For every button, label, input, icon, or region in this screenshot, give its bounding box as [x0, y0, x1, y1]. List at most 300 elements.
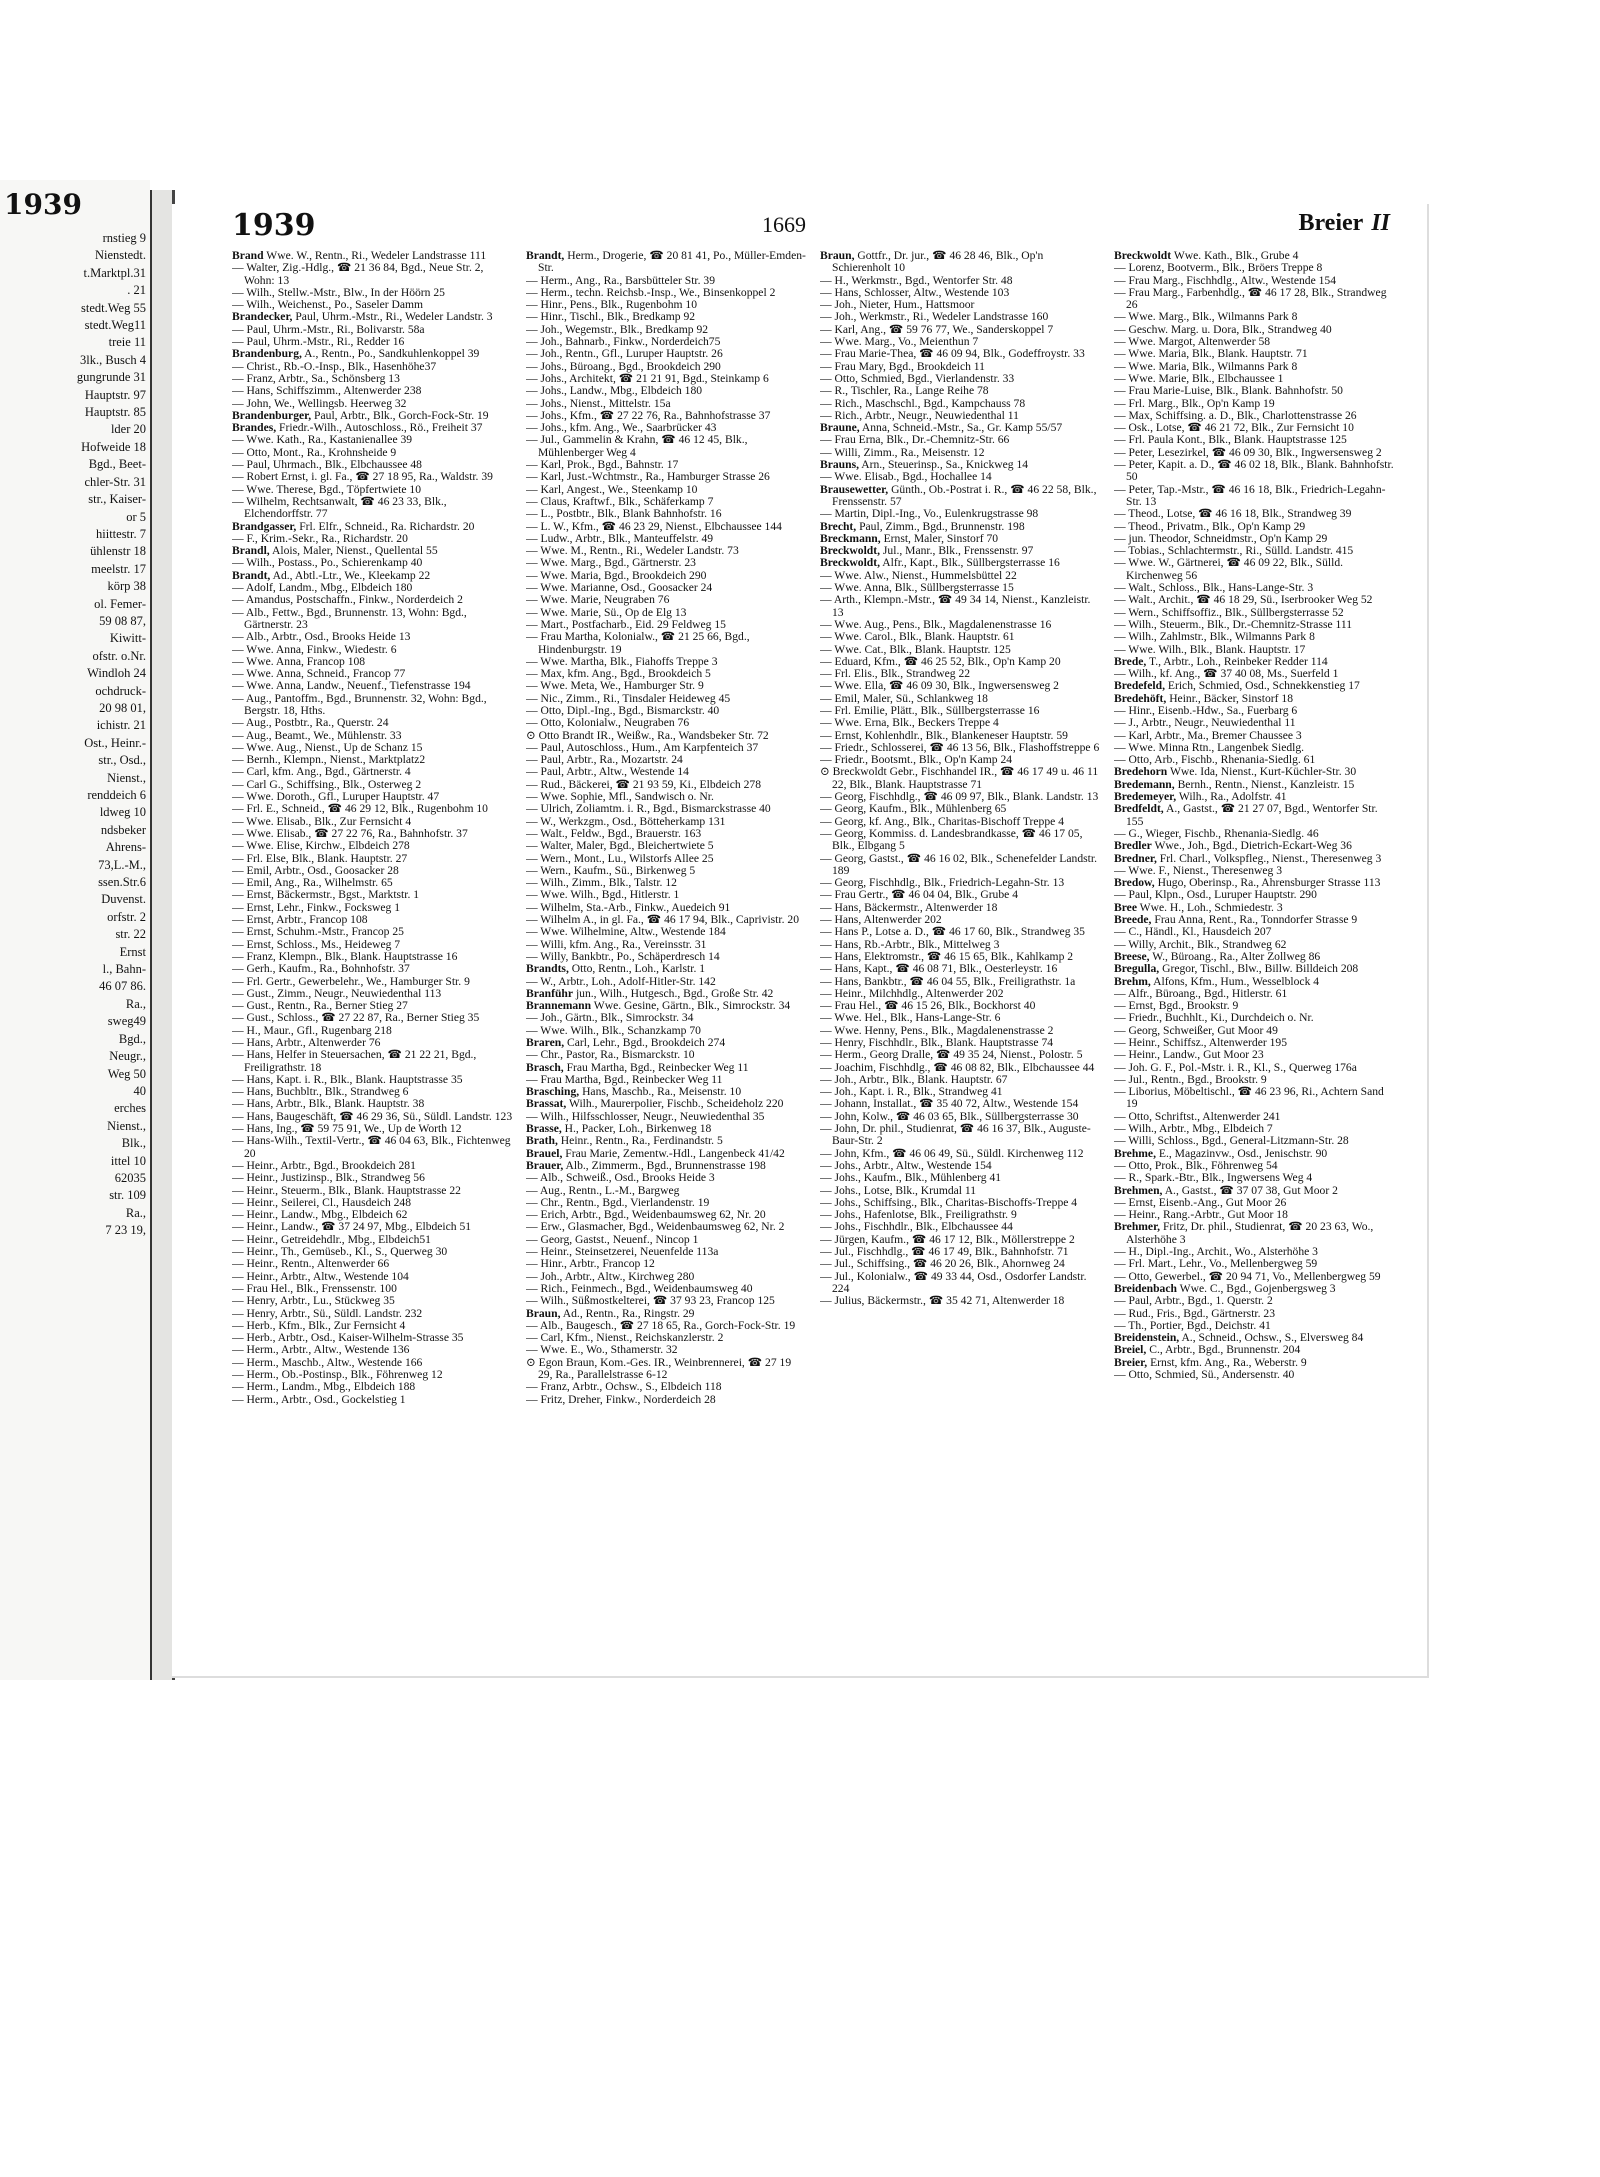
entry-surname: Braun,: [820, 250, 855, 262]
entry-details: — Jul., Gammelin & Krahn, ☎ 46 12 45, Blk., Mühlenberger Weg 4: [526, 433, 748, 459]
entry-surname: Brandecker,: [232, 310, 293, 324]
entry-surname: Bredehorn: [1114, 765, 1168, 779]
entry-details: Wwe., Joh., Bgd., Dietrich-Eckart-Weg 36: [1154, 839, 1352, 853]
entry-surname: Braren,: [526, 1036, 565, 1049]
entry-details: — Joh., Gärtn., Blk., Simrockstr. 34: [526, 1011, 694, 1025]
entry-details: — Herm., Maschb., Altw., Westende 166: [232, 1355, 423, 1369]
left-fragment-line: Kiwitt-: [109, 631, 146, 646]
left-fragment-line: Bgd., Beet-: [88, 457, 146, 472]
entry-details: — Paul, Uhrm.-Mstr., Ri., Bolivarstr. 58a: [232, 322, 425, 336]
left-fragment-line: orfstr. 2: [107, 909, 146, 924]
entry-details: — Wwe. Alw., Nienst., Hummelsbüttel 22: [820, 568, 1017, 582]
left-fragment-line: Hofweide 18: [81, 439, 146, 454]
entry-details: — Georg, kf. Ang., Blk., Charitas-Bischoff Treppe 4: [820, 814, 1064, 828]
entry-details: — Georg, Kommiss. d. Landesbrandkasse, ☎ 46 17 05, Blk., Elbgang 5: [820, 826, 1083, 853]
entry-details: — Robert Ernst, i. gl. Fa., ☎ 27 18 95, Ra., Waldstr. 39: [232, 470, 493, 484]
directory-entry: [820, 484, 1102, 509]
entry-details: — Friedr., Buchhlt., Ki., Durchdeich o. Nr.: [1114, 1011, 1314, 1025]
entry-details: — Wwe. M., Rentn., Ri., Wedeler Landstr. 73: [526, 544, 739, 558]
entry-details: — Aug., Rentn., L.-M., Bargweg: [526, 1183, 680, 1197]
entry-details: — Otto, Dipl.-Ing., Bgd., Bismarckstr. 40: [526, 703, 720, 717]
entry-details: — Ernst, Lehr., Finkw., Focksweg 1: [232, 900, 400, 914]
entry-details: — Willi, Zimm., Ra., Meisenstr. 12: [820, 445, 985, 459]
entry-details: — Hans, Elektromstr., ☎ 46 15 65, Blk., Kahlkamp 2: [820, 949, 1074, 963]
entry-surname: Brasch,: [526, 1060, 564, 1074]
entry-details: Wwe. W., Rentn., Ri., Wedeler Landstrasse 111: [266, 250, 487, 262]
entry-details: — Hans, Altenwerder 202: [820, 913, 942, 927]
entry-details: — Joh., Werkmstr., Ri., Wedeler Landstrasse 160: [820, 310, 1049, 324]
entry-details: — Max, kfm. Ang., Bgd., Brookdeich 5: [526, 667, 711, 681]
entry-details: — Paul, Arbtr., Ra., Mozartstr. 24: [526, 753, 683, 767]
entry-details: — Frau Gertr., ☎ 46 04 04, Blk., Grube 4: [820, 888, 1018, 902]
entry-details: — Frau Marie-Luise, Blk., Blank. Bahnhofstr. 50: [1114, 384, 1343, 398]
entry-details: Günth., Ob.-Postrat i. R., ☎ 46 22 58, Blk., Frenssenstr. 57: [832, 482, 1097, 508]
entry-details: — Wwe. Marg., Bgd., Gärtnerstr. 23: [526, 556, 696, 570]
entry-details: — Hans, Bankbtr., ☎ 46 04 55, Blk., Freiligrathstr. 1a: [820, 974, 1076, 988]
entry-details: — Heinr., Getreidehdlr., Mbg., Elbdeich51: [232, 1232, 431, 1246]
entry-details: — Claus, Kraftwf., Blk., Schäferkamp 7: [526, 494, 714, 508]
entry-details: Bernh., Rentn., Nienst., Kanzleistr. 15: [1177, 777, 1355, 791]
left-fragment-line: Neugr.,: [109, 1049, 146, 1064]
entry-details: — Erw., Glasmacher, Bgd., Weidenbaumsweg 62, Nr. 2: [526, 1220, 785, 1234]
entry-details: Wilh., Maurerpolier, Fischb., Scheideholz 220: [568, 1097, 784, 1111]
left-fragment-line: Blk.,: [121, 1136, 146, 1151]
left-fragment-line: Ahrens-: [105, 840, 146, 855]
entry-details: — H., Maur., Gfl., Rugenbarg 218: [232, 1023, 392, 1037]
entry-details: — Julius, Bäckermstr., ☎ 35 42 71, Altenwerder 18: [820, 1294, 1065, 1308]
left-fragment-line: 20 98 01,: [99, 700, 146, 715]
left-fragment-line: Bgd.,: [118, 1031, 146, 1046]
entry-details: — Johs., Nienst., Mittelstr. 15a: [526, 396, 671, 410]
entry-details: — Walt., Feldw., Bgd., Brauerstr. 163: [526, 826, 702, 840]
entry-details: A., Rentn., Po., Sandkuhlenkoppel 39: [304, 347, 480, 361]
directory-entry: [1114, 484, 1396, 509]
entry-details: — Heinr., Landw., ☎ 37 24 97, Mbg., Elbdeich 51: [232, 1220, 472, 1234]
entry-details: — Otto, Schriftst., Altenwerder 241: [1114, 1109, 1281, 1123]
entry-details: — J., Arbtr., Neugr., Neuwiedenthal 11: [1114, 716, 1296, 730]
entry-details: — Heinr., Steinsetzerei, Neuenfelde 113a: [526, 1245, 719, 1259]
entry-details: — Otto, Kolonialw., Neugraben 76: [526, 716, 690, 730]
entry-details: — Wwe. E., Wo., Sthamerstr. 32: [526, 1343, 678, 1357]
entry-details: ⊙ Breckwoldt Gebr., Fischhandel IR., ☎ 46 17 49 u. 46 11 22, Blk., Blank. Hauptstrasse 71: [820, 765, 1099, 791]
entry-details: — Wwe. Margot, Altenwerder 58: [1114, 335, 1271, 349]
entry-details: — Frau Erna, Blk., Dr.-Chemnitz-Str. 66: [820, 433, 1010, 447]
entry-details: — Nic., Zimm., Ri., Tinsdaler Heideweg 45: [526, 691, 731, 705]
entry-details: — Frau Hel., Blk., Frenssenstr. 100: [232, 1281, 397, 1295]
entry-details: — Peter, Tap.-Mstr., ☎ 46 16 18, Blk., Friedrich-Legahn-Str. 13: [1114, 482, 1386, 508]
entry-surname: Brath,: [526, 1134, 558, 1148]
entry-details: — Alb., Fettw., Bgd., Brunnenstr. 13, Wohn: Bgd., Gärtnerstr. 23: [232, 605, 467, 631]
left-fragment-line: Hauptstr. 97: [84, 387, 146, 402]
entry-details: — Peter, Lesezirkel, ☎ 46 09 30, Blk., Ingwersensweg 2: [1114, 445, 1382, 459]
entry-details: — Heinr., Justizinsp., Blk., Strandweg 56: [232, 1171, 425, 1185]
left-fragment-line: 62035: [114, 1170, 146, 1185]
entry-surname: Brehmer,: [1114, 1220, 1161, 1234]
entry-surname: Breidenbach: [1114, 1281, 1177, 1295]
page-number: 1669: [762, 212, 806, 237]
directory-entry: [820, 766, 1102, 791]
left-fragment-line: rnstieg 9: [102, 231, 146, 245]
left-fragment-line: Hauptstr. 85: [84, 405, 146, 420]
entry-details: — Wilh., Postass., Po., Schierenkamp 40: [232, 556, 423, 570]
entry-details: — Wwe. Martha, Blk., Fiahoffs Treppe 3: [526, 654, 718, 668]
directory-entry: [1114, 1086, 1396, 1111]
entry-details: Ernst, kfm. Ang., Ra., Weberstr. 9: [1150, 1355, 1307, 1369]
entry-details: — Wwe. Elisab., Bgd., Hochallee 14: [820, 470, 992, 484]
entry-surname: Brecht,: [820, 519, 857, 533]
entry-details: — H., Dipl.-Ing., Archit., Wo., Alsterhöhe 3: [1114, 1245, 1318, 1259]
entry-details: — Friedr., Bootsmt., Blk., Op'n Kamp 24: [820, 753, 1013, 767]
entry-surname: Brandt,: [232, 568, 271, 582]
entry-surname: Bredow,: [1114, 876, 1155, 890]
entry-details: — Gerh., Kaufm., Ra., Bohnhofstr. 37: [232, 962, 410, 976]
entry-details: — Hans, Rb.-Arbtr., Blk., Mittelweg 3: [820, 937, 1000, 951]
entry-details: — Bernh., Klempn., Nienst., Marktplatz2: [232, 753, 426, 767]
entry-details: — Georg, Gastst., ☎ 46 16 02, Blk., Schenefelder Landstr. 189: [820, 851, 1097, 877]
entry-details: — Wwe. Elisab., Blk., Zur Fernsicht 4: [232, 814, 412, 828]
entry-details: — Willy, Archit., Blk., Strandweg 62: [1114, 937, 1287, 951]
entry-details: — Hans, Schiffszimm., Altenwerder 238: [232, 384, 422, 398]
entry-details: — Heinr., Landw., Gut Moor 23: [1114, 1048, 1264, 1062]
entry-details: — Wern., Kaufm., Sü., Birkenweg 5: [526, 863, 696, 877]
entry-details: — Jul., Rentn., Bgd., Brookstr. 9: [1114, 1072, 1267, 1086]
entry-details: — Heinr., Arbtr., Altw., Westende 104: [232, 1269, 409, 1283]
entry-details: — Geschw. Marg. u. Dora, Blk., Strandweg 40: [1114, 322, 1332, 336]
entry-surname: Breede,: [1114, 913, 1152, 927]
entry-surname: Brehmen,: [1114, 1183, 1163, 1197]
entry-details: — Otto, Prok., Blk., Föhrenweg 54: [1114, 1158, 1278, 1172]
entry-surname: Branführ: [526, 986, 574, 1000]
entry-details: — Hans, Helfer in Steuersachen, ☎ 21 22 21, Bgd., Freiligrathstr. 18: [232, 1048, 477, 1074]
entry-details: — Gust., Zimm., Neugr., Neuwiedenthal 113: [232, 986, 442, 1000]
entry-details: — Wilh., kf. Ang., ☎ 37 40 08, Ms., Suerfeld 1: [1114, 667, 1339, 681]
entry-surname: Breckwoldt,: [820, 544, 881, 558]
entry-details: — Herm., techn. Reichsb.-Insp., We., Binsenkoppel 2: [526, 285, 776, 299]
left-fragment-line: stedt.Weg 55: [81, 300, 146, 315]
entry-details: Alb., Zimmerm., Bgd., Brunnenstrasse 198: [565, 1158, 766, 1172]
directory-entry: [820, 250, 1102, 275]
entry-details: — Wilh., Hilfsschlosser, Neugr., Neuwiedenthal 35: [526, 1109, 765, 1123]
entry-details: — Emil, Ang., Ra., Wilhelmstr. 65: [232, 876, 393, 890]
entry-details: Frl. Charl., Volkspfleg., Nienst., Theresenweg 3: [1159, 851, 1382, 865]
entry-details: Paul, Zimm., Bgd., Brunnenstr. 198: [859, 519, 1025, 533]
entry-details: — C., Händl., Kl., Hausdeich 207: [1114, 925, 1272, 939]
entry-details: — Gust., Rentn., Ra., Berner Stieg 27: [232, 999, 408, 1013]
entry-details: — John, We., Wellingsb. Heerweg 32: [232, 396, 407, 410]
directory-entry: [1114, 459, 1396, 484]
entry-details: — Wwe. Elisab., ☎ 27 22 76, Ra., Bahnhofstr. 37: [232, 826, 468, 840]
left-fragment-line: ichistr. 21: [96, 718, 146, 733]
entry-details: Ernst, Maler, Sinstorf 70: [883, 531, 999, 545]
entry-details: — Frau Marg., Farbenhdlg., ☎ 46 17 28, Blk., Strandweg 26: [1114, 285, 1387, 312]
entry-details: — Joh., Rentn., Gfl., Luruper Hauptstr. 26: [526, 347, 723, 361]
entry-details: — Ernst, Bgd., Brookstr. 9: [1114, 999, 1239, 1013]
left-page-edge: [0, 180, 150, 1680]
entry-details: Friedr.-Wilh., Autoschloss., Rö., Freiheit 37: [279, 421, 483, 435]
entry-details: — Erich, Arbtr., Bgd., Weidenbaumsweg 62, Nr. 20: [526, 1208, 766, 1222]
left-fragment-line: str., Kaiser-: [88, 492, 146, 507]
entry-details: — Johs., Landw., Mbg., Elbdeich 180: [526, 384, 703, 398]
entry-details: — Walt., Archit., ☎ 46 18 29, Sü., Iserbrooker Weg 52: [1114, 593, 1373, 607]
entry-details: — Aug., Pantoffm., Bgd., Brunnenstr. 32, Wohn: Bgd., Bergstr. 18, Hths.: [232, 691, 487, 717]
directory-entry: [820, 828, 1102, 853]
entry-details: — Joh., Wegemstr., Blk., Bredkamp 92: [526, 322, 709, 336]
entry-details: — Karl, Arbtr., Ma., Bremer Chaussee 3: [1114, 728, 1302, 742]
entry-details: — Wwe. Anna, Schneid., Francop 77: [232, 667, 406, 681]
entry-details: — Wwe. Wilh., Blk., Blank. Hauptstr. 17: [1114, 642, 1306, 656]
entry-details: — Otto, Mont., Ra., Krohnsheide 9: [232, 445, 397, 459]
entry-details: — Jul., Kolonialw., ☎ 49 33 44, Osd., Osdorfer Landstr. 224: [820, 1269, 1087, 1295]
entry-details: — Franz, Arbtr., Sa., Schönsberg 13: [232, 371, 400, 385]
entry-details: — Johs., Schiffsing., Blk., Charitas-Bischoffs-Treppe 4: [820, 1195, 1078, 1209]
left-fragment-line: ndsbeker: [100, 822, 146, 837]
entry-details: — Heinr., Th., Gemüseb., Kl., S., Querweg 30: [232, 1245, 448, 1259]
entry-details: — Wern., Schiffsoffiz., Blk., Süllbergsterrasse 52: [1114, 605, 1344, 619]
entry-details: — Wern., Mont., Lu., Wilstorfs Allee 25: [526, 851, 714, 865]
entry-surname: Brand: [232, 250, 264, 262]
entry-details: — Johs., Arbtr., Altw., Westende 154: [820, 1158, 992, 1172]
entry-details: — Wwe. Minna Rtn., Langenbek Siedlg.: [1114, 740, 1305, 754]
entry-details: — Aug., Beamt., We., Mühlenstr. 33: [232, 728, 402, 742]
left-fragment-line: Windloh 24: [87, 666, 146, 681]
entry-surname: Brehm,: [1114, 974, 1151, 988]
entry-details: — Herm., Arbtr., Altw., Westende 136: [232, 1343, 410, 1357]
entry-surname: Breier,: [1114, 1355, 1148, 1369]
entry-details: — Wilh., Süßmostkelterei, ☎ 37 93 23, Francop 125: [526, 1294, 775, 1308]
entry-details: — Aug., Postbtr., Ra., Querstr. 24: [232, 716, 389, 730]
left-fragment-line: gungrunde 31: [76, 370, 146, 385]
entry-surname: Breidenstein,: [1114, 1331, 1180, 1345]
entry-details: — Theod., Privatm., Blk., Op'n Kamp 29: [1114, 519, 1306, 533]
entry-surname: Brasching,: [526, 1085, 580, 1099]
entry-details: — Ernst, Schloss., Ms., Heideweg 7: [232, 937, 401, 951]
left-fragment-line: renddeich 6: [87, 788, 146, 802]
left-fragment-line: ittel 10: [110, 1153, 146, 1168]
entry-details: — Henry, Arbtr., Sü., Süldl. Landstr. 232: [232, 1306, 423, 1320]
entry-details: — Wwe. Kath., Ra., Kastanienallee 39: [232, 433, 413, 447]
entry-details: — Joh. G. F., Pol.-Mstr. i. R., Kl., S., Querweg 176a: [1114, 1060, 1357, 1074]
left-fragment-line: lder 20: [110, 422, 146, 437]
entry-details: Wwe. H., Loh., Schmiedestr. 3: [1139, 900, 1283, 914]
left-fragment-line: hiittestr. 7: [96, 526, 146, 541]
entry-details: — Heinr., Arbtr., Bgd., Brookdeich 281: [232, 1158, 416, 1172]
entry-details: — F., Krim.-Sekr., Ra., Richardstr. 20: [232, 531, 408, 545]
directory-entry: [1114, 803, 1396, 828]
directory-entry: [820, 594, 1102, 619]
entry-details: — Otto, Schmied, Bgd., Vierlandenstr. 33: [820, 371, 1015, 385]
entry-details: — Tobias., Schlachtermstr., Ri., Sülld. Landstr. 415: [1114, 544, 1354, 558]
entry-details: — Hinr., Tischl., Blk., Bredkamp 92: [526, 310, 696, 324]
entry-details: — Georg, Fischhdlg., Blk., Friedrich-Legahn-Str. 13: [820, 876, 1065, 890]
directory-entry: [820, 1271, 1102, 1296]
entry-details: Gottfr., Dr. jur., ☎ 46 28 46, Blk., Op'n Schierenholt 10: [832, 250, 1044, 275]
entry-details: — Gust., Schloss., ☎ 27 22 87, Ra., Berner Stieg 35: [232, 1011, 480, 1025]
entry-details: — Wwe. Doroth., Gfl., Luruper Hauptstr. 47: [232, 790, 440, 804]
entry-details: — Joh., Nieter, Hum., Hattsmoor: [820, 298, 975, 312]
directory-entry: [526, 631, 808, 656]
entry-surname: Bredehöft,: [1114, 691, 1167, 705]
entry-details: — Rich., Feinmech., Bgd., Weidenbaumsweg 40: [526, 1281, 753, 1295]
left-fragment-line: ssen.Str.6: [98, 875, 146, 890]
entry-details: — Paul, Arbtr., Bgd., 1. Querstr. 2: [1114, 1294, 1273, 1308]
entry-details: — Adolf, Landm., Mbg., Elbdeich 180: [232, 581, 413, 595]
directory-entry: [232, 496, 514, 521]
entry-details: — Ulrich, Zoliamtm. i. R., Bgd., Bismarckstrasse 40: [526, 802, 771, 816]
entry-details: — Heinr., Rentn., Altenwerder 66: [232, 1257, 390, 1271]
page-year: 1939: [232, 208, 316, 243]
entry-details: — Hans, Arbtr., Altenwerder 76: [232, 1036, 381, 1049]
directory-entry: [232, 1135, 514, 1160]
entry-details: — Georg, Kaufm., Blk., Mühlenberg 65: [820, 802, 1007, 816]
entry-details: Wwe. Kath., Blk., Grube 4: [1173, 250, 1299, 262]
entry-details: — Frl. Marg., Blk., Op'n Kamp 19: [1114, 396, 1275, 410]
entry-details: — Frau Martha, Bgd., Reinbecker Weg 11: [526, 1072, 723, 1086]
entry-details: Ad., Abtl.-Ltr., We., Kleekamp 22: [272, 568, 431, 582]
entry-details: Erich, Schmied, Osd., Schnekkenstieg 17: [1167, 679, 1360, 693]
entry-details: — Osk., Lotse, ☎ 46 21 72, Blk., Zur Fernsicht 10: [1114, 421, 1354, 435]
entry-surname: Breese,: [1114, 949, 1150, 963]
entry-details: — Ernst, Kohlenhdlr., Blk., Blankeneser Hauptstr. 59: [820, 728, 1068, 742]
entry-details: — Hinr., Pens., Blk., Rugenbohm 10: [526, 298, 698, 312]
entry-details: — Willy, Bankbtr., Po., Schäperdresch 14: [526, 949, 720, 963]
entry-details: — Karl, Ang., ☎ 59 76 77, We., Sanderskoppel 7: [820, 322, 1054, 336]
entry-surname: Breiel,: [1114, 1343, 1147, 1357]
entry-details: — Ernst, Schuhm.-Mstr., Francop 25: [232, 925, 404, 939]
entry-details: — Herm., Arbtr., Osd., Gockelstieg 1: [232, 1392, 406, 1406]
entry-details: — Herm., Landm., Mbg., Elbdeich 188: [232, 1380, 416, 1394]
entry-details: — Wilh., Steuerm., Blk., Dr.-Chemnitz-Strasse 111: [1114, 617, 1353, 631]
entry-details: — Joh., Bahnarb., Finkw., Norderdeich75: [526, 335, 721, 349]
left-fragment-line: ochdruck-: [95, 683, 146, 698]
entry-details: — Jul., Schiffsing., ☎ 46 20 26, Blk., Ahornweg 24: [820, 1257, 1065, 1271]
directory-entry: [232, 607, 514, 632]
left-fragment-line: str. 22: [115, 927, 146, 942]
entry-details: Wwe. Ida, Nienst., Kurt-Küchler-Str. 30: [1169, 765, 1357, 779]
entry-details: — Wwe. Meta, We., Hamburger Str. 9: [526, 679, 704, 693]
entry-details: — Th., Portier, Bgd., Deichstr. 41: [1114, 1318, 1271, 1332]
left-fragment-line: ühlenstr 18: [90, 544, 146, 559]
entry-details: — Frau Hel., ☎ 46 15 26, Blk., Bockhorst 40: [820, 999, 1036, 1013]
left-fragment-line: ldweg 10: [99, 805, 146, 820]
entry-details: — Hans, Kapt., ☎ 46 08 71, Blk., Oesterleystr. 16: [820, 962, 1058, 976]
entry-details: — Heinr., Steuerm., Blk., Blank. Hauptstrasse 22: [232, 1183, 461, 1197]
entry-details: — Rich., Maschschl., Bgd., Kampchauss 78: [820, 396, 1026, 410]
directory-entry: [232, 262, 514, 287]
entry-surname: Brandt,: [526, 250, 565, 262]
entry-surname: Bredler: [1114, 839, 1152, 853]
entry-details: — Wwe. Anna, Francop 108: [232, 654, 366, 668]
entry-details: Herm., Drogerie, ☎ 20 81 41, Po., Müller-Emden-Str.: [538, 250, 806, 275]
entry-details: — Wilh., Arbtr., Mbg., Elbdeich 7: [1114, 1122, 1273, 1136]
entry-details: Frau Martha, Bgd., Reinbecker Weg 11: [566, 1060, 749, 1074]
directory-entry: [820, 853, 1102, 878]
entry-details: — Walter, Zig.-Hdlg., ☎ 21 36 84, Bgd., Neue Str. 2, Wohn: 13: [232, 261, 484, 287]
entry-details: — Otto, Schmied, Sü., Andersenstr. 40: [1114, 1368, 1295, 1382]
entry-details: — Hans, Baugeschäft, ☎ 46 29 36, Sü., Süldl. Landstr. 123: [232, 1109, 513, 1123]
entry-details: — Hans, Schlosser, Altw., Westende 103: [820, 285, 1010, 299]
entry-details: — Wilh., Zimm., Blk., Talstr. 12: [526, 876, 677, 890]
entry-details: — Wwe. Sophie, Mfl., Sandwisch o. Nr.: [526, 790, 714, 804]
entry-details: — Wwe. Henny, Pens., Blk., Magdalenenstrasse 2: [820, 1023, 1054, 1037]
directory-entry: [820, 1123, 1102, 1148]
entry-details: — Carl G., Schiffsing., Blk., Osterweg 2: [232, 777, 422, 791]
entry-details: — Henry, Arbtr., Lu., Stückweg 35: [232, 1294, 395, 1308]
entry-details: — Alb., Baugesch., ☎ 27 18 65, Ra., Gorch-Fock-Str. 19: [526, 1318, 796, 1332]
entry-details: — Wwe. Maria, Bgd., Brookdeich 290: [526, 568, 707, 582]
entry-details: — Karl, Angest., We., Steenkamp 10: [526, 482, 698, 496]
entry-details: Arn., Steuerinsp., Sa., Knickweg 14: [861, 458, 1029, 472]
entry-details: — Rich., Arbtr., Neugr., Neuwiedenthal 11: [820, 408, 1019, 422]
entry-surname: Brandgasser,: [232, 519, 297, 533]
entry-details: — Alb., Arbtr., Osd., Brooks Heide 13: [232, 630, 411, 644]
entry-details: — Christ., Rb.-O.-Insp., Blk., Hasenhöhe37: [232, 359, 437, 373]
left-fragment-line: 7 23 19,: [105, 1223, 146, 1238]
entry-details: — Ernst, Eisenb.-Ang., Gut Moor 26: [1114, 1195, 1287, 1209]
entry-details: — Wwe. Aug., Pens., Blk., Magdalenenstrasse 16: [820, 617, 1052, 631]
entry-details: Heinr., Bäcker, Sinstorf 18: [1169, 691, 1294, 705]
entry-details: — Frau Marie-Thea, ☎ 46 09 94, Blk., Godeffroystr. 33: [820, 347, 1085, 361]
entry-surname: Brandes,: [232, 421, 277, 435]
entry-details: — Franz, Arbtr., Ochsw., S., Elbdeich 118: [526, 1380, 722, 1394]
entry-details: Otto, Rentn., Loh., Karlstr. 1: [571, 962, 706, 976]
left-fragment-line: 73,L.-M.,: [98, 857, 146, 872]
entry-surname: Breckmann,: [820, 531, 881, 545]
entry-details: — Johs., kfm. Ang., We., Saarbrücker 43: [526, 421, 717, 435]
entry-details: — Wwe. F., Nienst., Theresenweg 3: [1114, 863, 1283, 877]
directory-entry: [232, 693, 514, 718]
entry-details: — Johs., Kfm., ☎ 27 22 76, Ra., Bahnhofstrasse 37: [526, 408, 771, 422]
directory-entry: [820, 1295, 1102, 1307]
entry-details: — Emil, Maler, Sü., Schlankweg 18: [820, 691, 988, 705]
entry-details: Frau Marie, Zementw.-Hdl., Langenbeck 41/42: [565, 1146, 785, 1160]
entry-details: Paul, Arbtr., Blk., Gorch-Fock-Str. 19: [314, 408, 489, 422]
entry-details: Heinr., Rentn., Ra., Ferdinandstr. 5: [560, 1134, 723, 1148]
entry-details: — Paul, Arbtr., Altw., Westende 14: [526, 765, 689, 779]
entry-details: ⊙ Otto Brandt IR., Weißw., Ra., Wandsbeker Str. 72: [526, 728, 769, 742]
left-fragment-line: Ost., Heinr.-: [84, 735, 146, 750]
left-fragment-line: l., Bahn-: [102, 962, 146, 977]
entry-details: — Ernst, Bäckermstr., Bgst., Marktstr. 1: [232, 888, 420, 902]
left-fragment-line: Duvenst.: [101, 892, 146, 907]
column-4: [1114, 250, 1396, 1660]
entry-details: — Chr., Rentn., Bgd., Vierlandenstr. 19: [526, 1195, 710, 1209]
entry-details: — Hans, Arbtr., Blk., Blank. Hauptstr. 38: [232, 1097, 425, 1111]
entry-details: Alois, Maler, Nienst., Quellental 55: [271, 544, 438, 558]
entry-details: — Wwe. Therese, Bgd., Töpfertwiete 10: [232, 482, 421, 496]
entry-details: A., Schneid., Ochsw., S., Elversweg 84: [1181, 1331, 1364, 1345]
left-fragment-line: sweg49: [107, 1014, 146, 1029]
entry-details: — Chr., Pastor, Ra., Bismarckstr. 10: [526, 1048, 695, 1062]
entry-details: — Wwe. Anna, Landw., Neuenf., Tiefenstrasse 194: [232, 679, 471, 693]
entry-details: — John, Dr. phil., Studienrat, ☎ 46 16 37, Blk., Auguste-Baur-Str. 2: [820, 1122, 1091, 1148]
entry-details: Frl. Elfr., Schneid., Ra. Richardstr. 20: [299, 519, 475, 533]
entry-details: — L. W., Kfm., ☎ 46 23 29, Nienst., Elbchaussee 144: [526, 519, 782, 533]
entry-surname: Bredemann,: [1114, 777, 1175, 791]
entry-details: — jun. Theodor, Schneidmstr., Op'n Kamp 29: [1114, 531, 1328, 545]
entry-details: — Alfr., Büroang., Bgd., Hitlerstr. 61: [1114, 986, 1288, 1000]
entry-surname: Brandts,: [526, 962, 569, 976]
entry-surname: Brauel,: [526, 1146, 563, 1160]
entry-details: — Wwe. Anna, Finkw., Wiedestr. 6: [232, 642, 397, 656]
entry-details: — Henry, Fischhdlr., Blk., Blank. Hauptstrasse 74: [820, 1036, 1054, 1049]
entry-surname: Brauer,: [526, 1158, 564, 1172]
entry-details: — Heinr., Milchhdlg., Altenwerder 202: [820, 986, 1004, 1000]
entry-details: — Johs., Fischhdlr., Blk., Elbchaussee 44: [820, 1220, 1013, 1234]
left-fragment-line: 3lk., Busch 4: [80, 352, 146, 367]
left-fragment-line: 40: [133, 1083, 146, 1098]
entry-details: — Frau Martha, Kolonialw., ☎ 21 25 66, Bgd., Hindenburgstr. 19: [526, 630, 750, 656]
entry-details: — Wwe. Wilh., Blk., Schanzkamp 70: [526, 1023, 701, 1037]
